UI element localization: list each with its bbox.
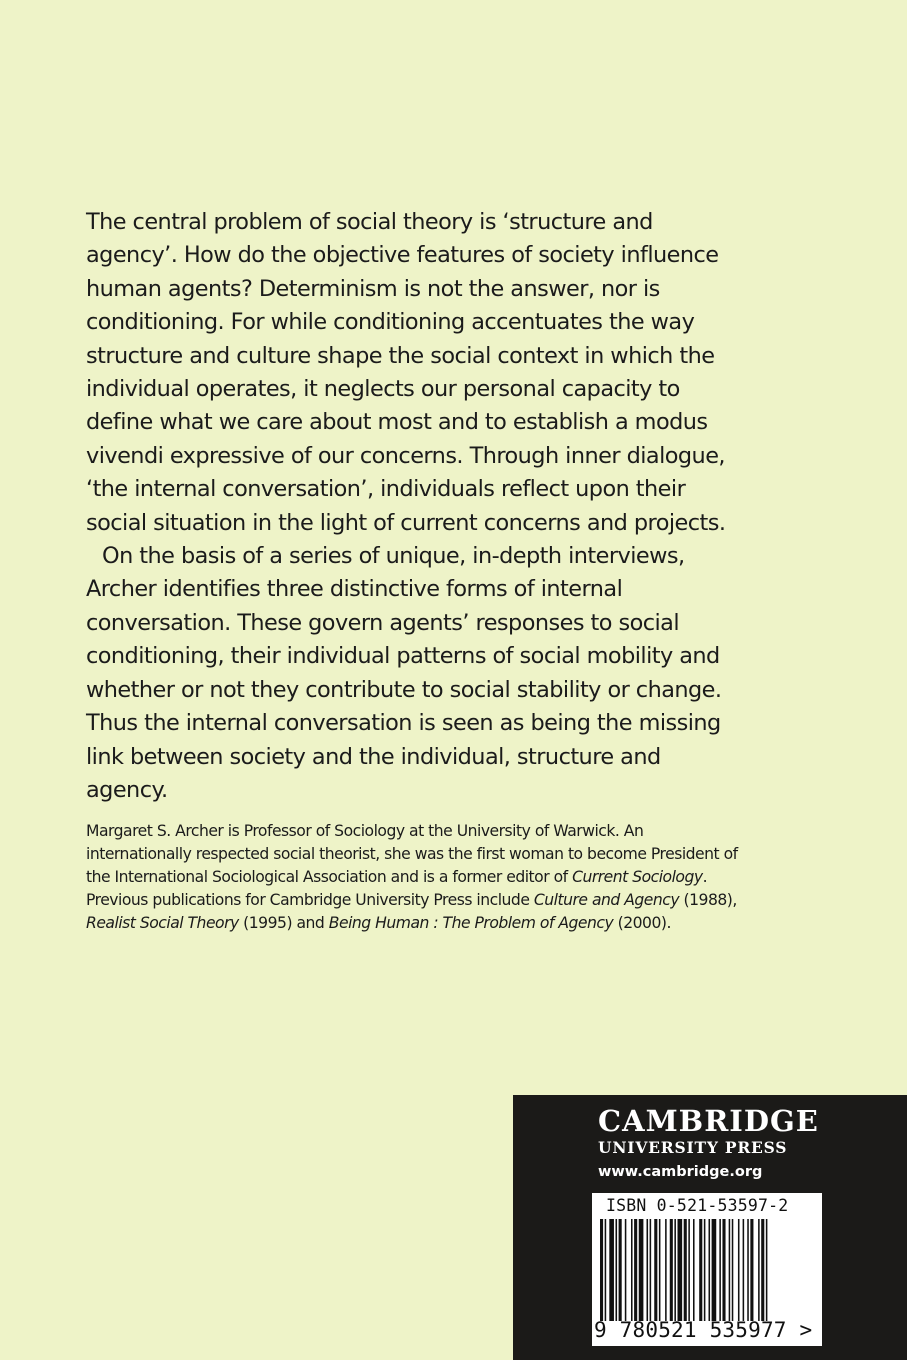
barcode-bar: [631, 1219, 633, 1321]
barcode-bar: [684, 1219, 687, 1321]
barcode-bar: [738, 1219, 740, 1321]
bio-title-current-sociology: Current Sociology: [572, 868, 703, 886]
barcode-bar: [704, 1219, 706, 1321]
publisher-website: www.cambridge.org: [598, 1164, 763, 1180]
blurb-paragraph-2: On the basis of a series of unique, in-depth interviews, Archer identifies three distinctive forms of internal conversation. These govern agents’ responses to social conditioning, their individual patterns of social mobility and whether or not they contribute to social stability or change. Thus the internal conversation is seen as being the missing link between society and the individual, structure and agency.: [86, 543, 722, 803]
blurb: [86, 206, 746, 807]
publisher-name: CAMBRIDGE: [598, 1104, 819, 1138]
barcode-bar: [709, 1219, 711, 1321]
barcode-bar: [719, 1219, 721, 1321]
barcode-bar: [609, 1219, 614, 1321]
barcode-bar: [654, 1219, 657, 1321]
barcode-bar: [674, 1219, 676, 1321]
barcode-bar: [712, 1219, 717, 1321]
barcode-bar: [743, 1219, 745, 1321]
barcode-bar: [761, 1219, 764, 1321]
bio-text-5: (2000).: [613, 914, 671, 932]
author-bio: [86, 820, 746, 935]
author-bio-text: [86, 820, 746, 935]
bio-title-realist-social-theory: Realist Social Theory: [86, 914, 239, 932]
barcode-bar: [650, 1219, 652, 1321]
barcode-bar: [732, 1219, 734, 1321]
barcode-bar: [693, 1219, 695, 1321]
barcode-bar: [639, 1219, 644, 1321]
barcode-bar: [616, 1219, 618, 1321]
barcode-bar: [647, 1219, 649, 1321]
blurb-paragraph-1: The central problem of social theory is ‘structure and agency’. How do the objective features of society influence human agents? Determinism is not the answer, nor is conditioning. For while conditioning accentuates the way structure and culture shape the social context in which the individual operates, it neglects our personal capacity to define what we care about most and to establish a modus vivendi expressive of our concerns. Through inner dialogue, ‘the internal conversation’, individuals reflect upon their social situation in the light of current concerns and projects.: [86, 209, 726, 536]
bio-text-2: . Previous publications for Cambridge University Press include: [86, 868, 708, 909]
barcode-bar: [722, 1219, 725, 1321]
barcode-box: [592, 1193, 822, 1346]
barcode-bar: [634, 1219, 637, 1321]
publisher-subtitle: UNIVERSITY PRESS: [598, 1138, 788, 1157]
bio-title-culture-and-agency: Culture and Agency: [533, 891, 680, 909]
barcode-bar: [688, 1219, 690, 1321]
barcode-bar: [729, 1219, 731, 1321]
barcode-bar: [659, 1219, 661, 1321]
bio-text-4: (1995) and: [238, 914, 329, 932]
bio-text-1: Margaret S. Archer is Professor of Sociology at the University of Warwick. An internationally respected social theorist, she was the first woman to become President of the International Sociological Association and is a former editor of: [86, 822, 738, 886]
isbn-label: ISBN 0-521-53597-2: [606, 1196, 789, 1215]
barcode-bar: [750, 1219, 753, 1321]
barcode-bar: [665, 1219, 667, 1321]
barcode-bar: [600, 1219, 603, 1321]
barcode-bar: [605, 1219, 607, 1321]
barcode-bar: [670, 1219, 673, 1321]
publisher-block: [513, 1095, 907, 1360]
barcode-bar: [747, 1219, 749, 1321]
barcode-icon: [600, 1219, 814, 1321]
barcode-bar: [678, 1219, 683, 1321]
barcode-bar: [699, 1219, 702, 1321]
bio-title-being-human: Being Human : The Problem of Agency: [328, 914, 614, 932]
barcode-bar: [619, 1219, 622, 1321]
barcode-bar: [766, 1219, 768, 1321]
barcode-digits: 9 780521 535977 >: [594, 1318, 813, 1342]
bio-text-3: (1988),: [679, 891, 737, 909]
barcode-bar: [625, 1219, 627, 1321]
barcode-bar: [758, 1219, 760, 1321]
